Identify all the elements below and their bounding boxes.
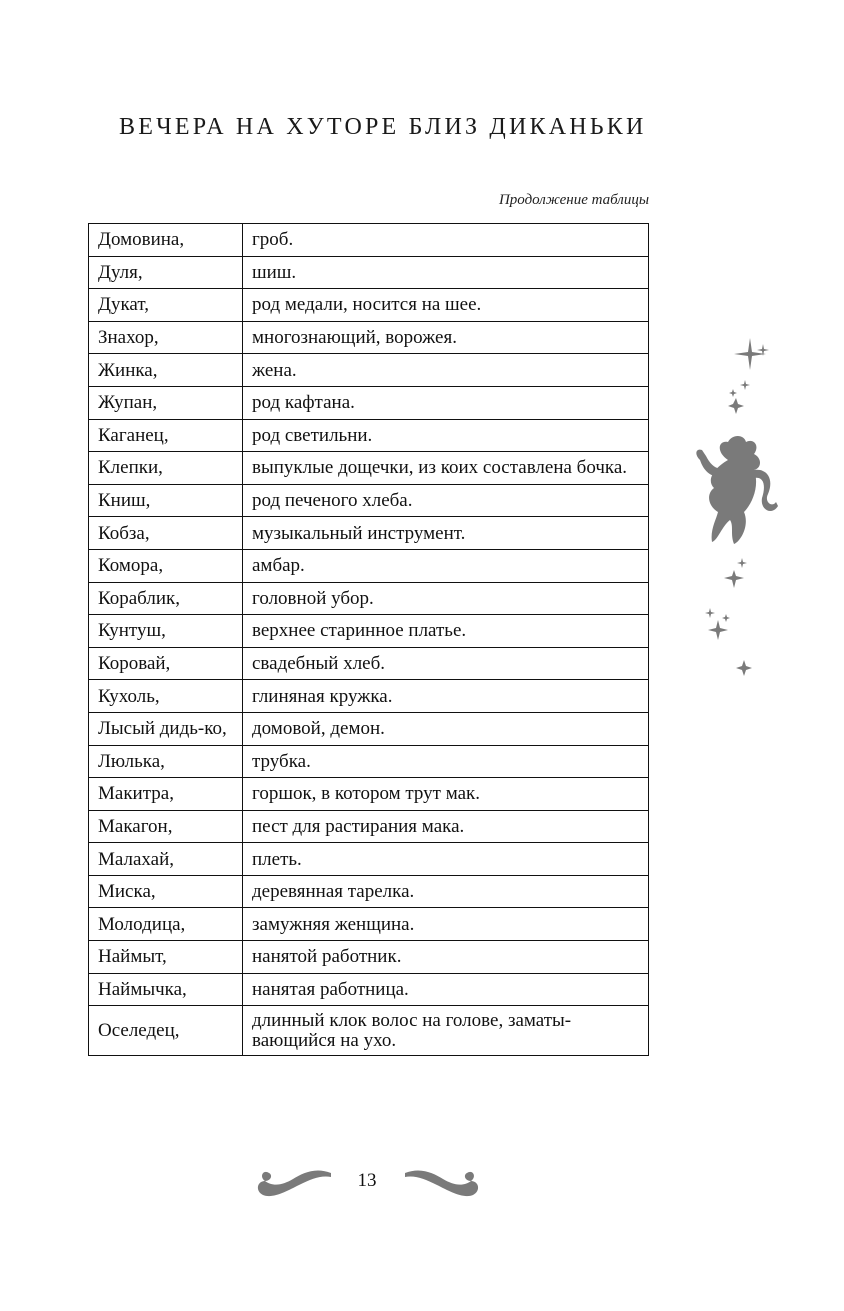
term-cell: Книш,	[89, 484, 243, 517]
table-row	[89, 778, 649, 811]
term-cell: Дуля,	[89, 256, 243, 289]
term-cell: Лысый дидь-ко,	[89, 712, 243, 745]
definition-cell: верхнее старинное платье.	[243, 615, 649, 648]
right-swirl-ornament-icon	[403, 1163, 483, 1203]
table-row	[89, 680, 649, 713]
term-cell: Люлька,	[89, 745, 243, 778]
term-cell: Кунтуш,	[89, 615, 243, 648]
table-row	[89, 549, 649, 582]
term-cell: Наймычка,	[89, 973, 243, 1006]
page-number: 13	[357, 1170, 377, 1191]
term-cell: Дукат,	[89, 289, 243, 322]
term-cell: Знахор,	[89, 321, 243, 354]
definition-cell: род кафтана.	[243, 386, 649, 419]
table-row	[89, 419, 649, 452]
term-cell: Молодица,	[89, 908, 243, 941]
table-row	[89, 582, 649, 615]
term-cell: Коровай,	[89, 647, 243, 680]
definition-cell: свадебный хлеб.	[243, 647, 649, 680]
term-cell: Домовина,	[89, 224, 243, 257]
definition-cell: шиш.	[243, 256, 649, 289]
table-row	[89, 484, 649, 517]
term-cell: Клепки,	[89, 452, 243, 485]
left-swirl-ornament-icon	[253, 1163, 333, 1203]
term-cell: Малахай,	[89, 843, 243, 876]
table-row	[89, 224, 649, 257]
table-row	[89, 615, 649, 648]
definition-cell: нанятой работник.	[243, 941, 649, 974]
definition-cell: род печеного хлеба.	[243, 484, 649, 517]
definition-cell: гроб.	[243, 224, 649, 257]
table-row	[89, 647, 649, 680]
definition-cell: пест для растирания мака.	[243, 810, 649, 843]
devil-stars-ornament-icon	[688, 330, 788, 690]
table-row	[89, 941, 649, 974]
table-row	[89, 517, 649, 550]
table-row	[89, 321, 649, 354]
table-row	[89, 1006, 649, 1056]
glossary-body	[89, 224, 649, 1056]
definition-cell: музыкальный инструмент.	[243, 517, 649, 550]
term-cell: Макагон,	[89, 810, 243, 843]
table-row	[89, 256, 649, 289]
table-row	[89, 908, 649, 941]
term-cell: Каганец,	[89, 419, 243, 452]
table-row	[89, 810, 649, 843]
glossary-table	[88, 223, 649, 1056]
definition-cell: глиняная кружка.	[243, 680, 649, 713]
definition-cell: домовой, демон.	[243, 712, 649, 745]
definition-cell: род медали, носится на шее.	[243, 289, 649, 322]
table-row	[89, 452, 649, 485]
definition-cell: выпуклые дощечки, из коих составлена бочка.	[243, 452, 649, 485]
term-cell: Наймыт,	[89, 941, 243, 974]
table-row	[89, 712, 649, 745]
term-cell: Комора,	[89, 549, 243, 582]
table-row	[89, 973, 649, 1006]
definition-cell: амбар.	[243, 549, 649, 582]
table-row	[89, 843, 649, 876]
table-row	[89, 745, 649, 778]
definition-cell: деревянная тарелка.	[243, 875, 649, 908]
definition-cell: род светильни.	[243, 419, 649, 452]
term-cell: Оселедец,	[89, 1006, 243, 1056]
definition-cell: многознающий, ворожея.	[243, 321, 649, 354]
table-row	[89, 386, 649, 419]
running-title: ВЕЧЕРА НА ХУТОРЕ БЛИЗ ДИКАНЬКИ	[119, 114, 647, 140]
definition-cell: горшок, в котором трут мак.	[243, 778, 649, 811]
term-cell: Жупан,	[89, 386, 243, 419]
term-cell: Кобза,	[89, 517, 243, 550]
definition-cell: длинный клок волос на голове, заматы-вающийся на ухо.	[243, 1006, 649, 1056]
table-row	[89, 354, 649, 387]
definition-cell: плеть.	[243, 843, 649, 876]
definition-cell: замужняя женщина.	[243, 908, 649, 941]
term-cell: Миска,	[89, 875, 243, 908]
definition-cell: жена.	[243, 354, 649, 387]
table-row	[89, 875, 649, 908]
table-row	[89, 289, 649, 322]
definition-cell: головной убор.	[243, 582, 649, 615]
continuation-note: Продолжение таблицы	[498, 192, 649, 208]
definition-cell: трубка.	[243, 745, 649, 778]
term-cell: Кораблик,	[89, 582, 243, 615]
term-cell: Макитра,	[89, 778, 243, 811]
term-cell: Жинка,	[89, 354, 243, 387]
definition-cell: нанятая работница.	[243, 973, 649, 1006]
term-cell: Кухоль,	[89, 680, 243, 713]
